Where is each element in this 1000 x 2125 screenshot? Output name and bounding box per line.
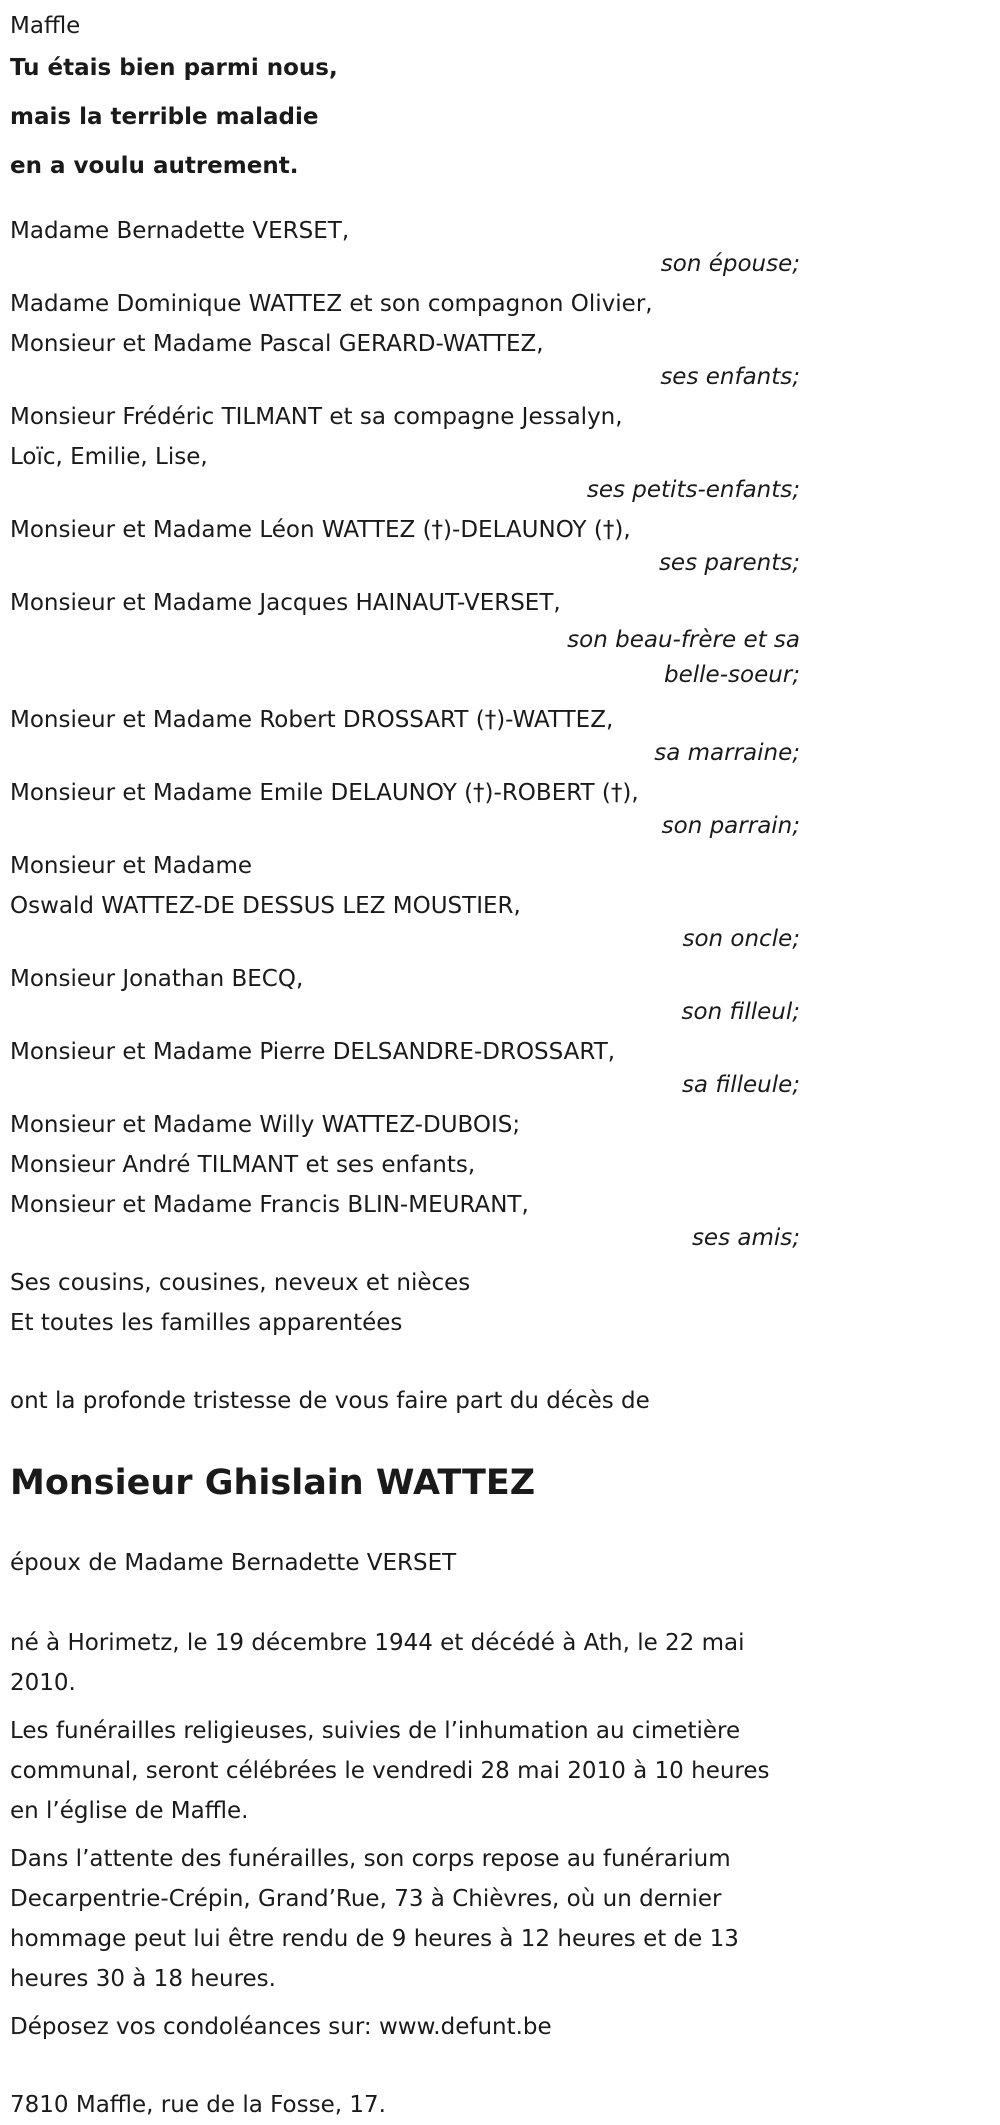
family-group (10, 284, 800, 390)
family-relation: son parrain; (661, 813, 800, 839)
family-member-line: Monsieur et Madame Willy WATTEZ-DUBOIS; (10, 1112, 521, 1138)
verse (10, 44, 800, 191)
family-group (10, 700, 800, 766)
family-group (10, 846, 800, 952)
family-group (10, 583, 800, 693)
family-relation: son oncle; (682, 926, 800, 952)
family-member-line: Monsieur et Madame Pierre DELSANDRE-DROSSART, (10, 1039, 616, 1065)
extended-family (10, 1263, 800, 1343)
deceased-name: Monsieur Ghislain WATTEZ (10, 1463, 536, 1503)
viewing-details: Dans l’attente des funérailles, son corps repose au funérarium Decarpentrie-Crépin, Grand’Rue, 73 à Chièvres, où un dernier hommage peut lui être rendu de 9 heures à 12 heures et de 13 heures 30 à 18 heures. (10, 1846, 739, 1992)
family-group (10, 510, 800, 576)
family-relation: sa filleule; (681, 1072, 800, 1098)
extended-family-line: Ses cousins, cousines, neveux et nièces (10, 1270, 471, 1296)
family-relation: son filleul; (681, 999, 800, 1025)
family-group (10, 1105, 800, 1251)
family-relation: son beau-frère et sa (567, 627, 800, 653)
verse-line: mais la terrible maladie (10, 104, 319, 130)
funeral-details: Les funérailles religieuses, suivies de l’inhumation au cimetière communal, seront célébrées le vendredi 28 mai 2010 à 10 heures en l’église de Maffle. (10, 1718, 770, 1824)
family-member-line: Madame Dominique WATTEZ et son compagnon Olivier, (10, 291, 653, 317)
birth-death-dates: né à Horimetz, le 19 décembre 1944 et décédé à Ath, le 22 mai 2010. (10, 1630, 745, 1696)
family-member-line: Monsieur Jonathan BECQ, (10, 966, 304, 992)
family-relation: son épouse; (660, 251, 800, 277)
family-group (10, 1032, 800, 1098)
extended-family-line: Et toutes les familles apparentées (10, 1310, 403, 1336)
family-member-line: Monsieur et Madame (10, 853, 253, 879)
family-member-line: Monsieur et Madame Léon WATTEZ (†)-DELAUNOY (†), (10, 517, 631, 543)
family-member-line: Oswald WATTEZ-DE DESSUS LEZ MOUSTIER, (10, 893, 521, 919)
family-member-line: Monsieur et Madame Jacques HAINAUT-VERSET, (10, 590, 561, 616)
family-member-line: Madame Bernadette VERSET, (10, 218, 350, 244)
family-relation: sa marraine; (654, 740, 800, 766)
condolences (10, 2007, 800, 2047)
family-member-line: Monsieur et Madame Emile DELAUNOY (†)-ROBERT (†), (10, 780, 639, 806)
family-relation: ses parents; (658, 550, 800, 576)
verse-line: en a voulu autrement. (10, 153, 299, 179)
family-group (10, 397, 800, 503)
place-heading: Maffle (10, 13, 81, 39)
family-list (10, 211, 800, 1251)
deceased-spouse: époux de Madame Bernadette VERSET (10, 1550, 457, 1576)
family-group (10, 773, 800, 839)
family-group (10, 211, 800, 277)
family-member-line: Monsieur et Madame Pascal GERARD-WATTEZ, (10, 331, 544, 357)
family-member-line: Loïc, Emilie, Lise, (10, 444, 208, 470)
family-member-line: Monsieur André TILMANT et ses enfants, (10, 1152, 476, 1178)
family-member-line: Monsieur et Madame Robert DROSSART (†)-WATTEZ, (10, 707, 614, 733)
announcement: ont la profonde tristesse de vous faire part du décès de (10, 1388, 650, 1414)
condolences-label: Déposez vos condoléances sur: (10, 2014, 379, 2040)
verse-line: Tu étais bien parmi nous, (10, 55, 338, 81)
address: 7810 Maffle, rue de la Fosse, 17. (10, 2092, 386, 2118)
family-group (10, 959, 800, 1025)
family-relation: ses enfants; (660, 364, 800, 390)
family-member-line: Monsieur et Madame Francis BLIN-MEURANT, (10, 1192, 529, 1218)
family-member-line: Monsieur Frédéric TILMANT et sa compagne Jessalyn, (10, 404, 623, 430)
condolences-link[interactable]: www.defunt.be (378, 2014, 552, 2040)
family-relation: belle-soeur; (664, 662, 800, 688)
family-relation: ses petits-enfants; (586, 477, 800, 503)
family-relation: ses amis; (691, 1225, 800, 1251)
